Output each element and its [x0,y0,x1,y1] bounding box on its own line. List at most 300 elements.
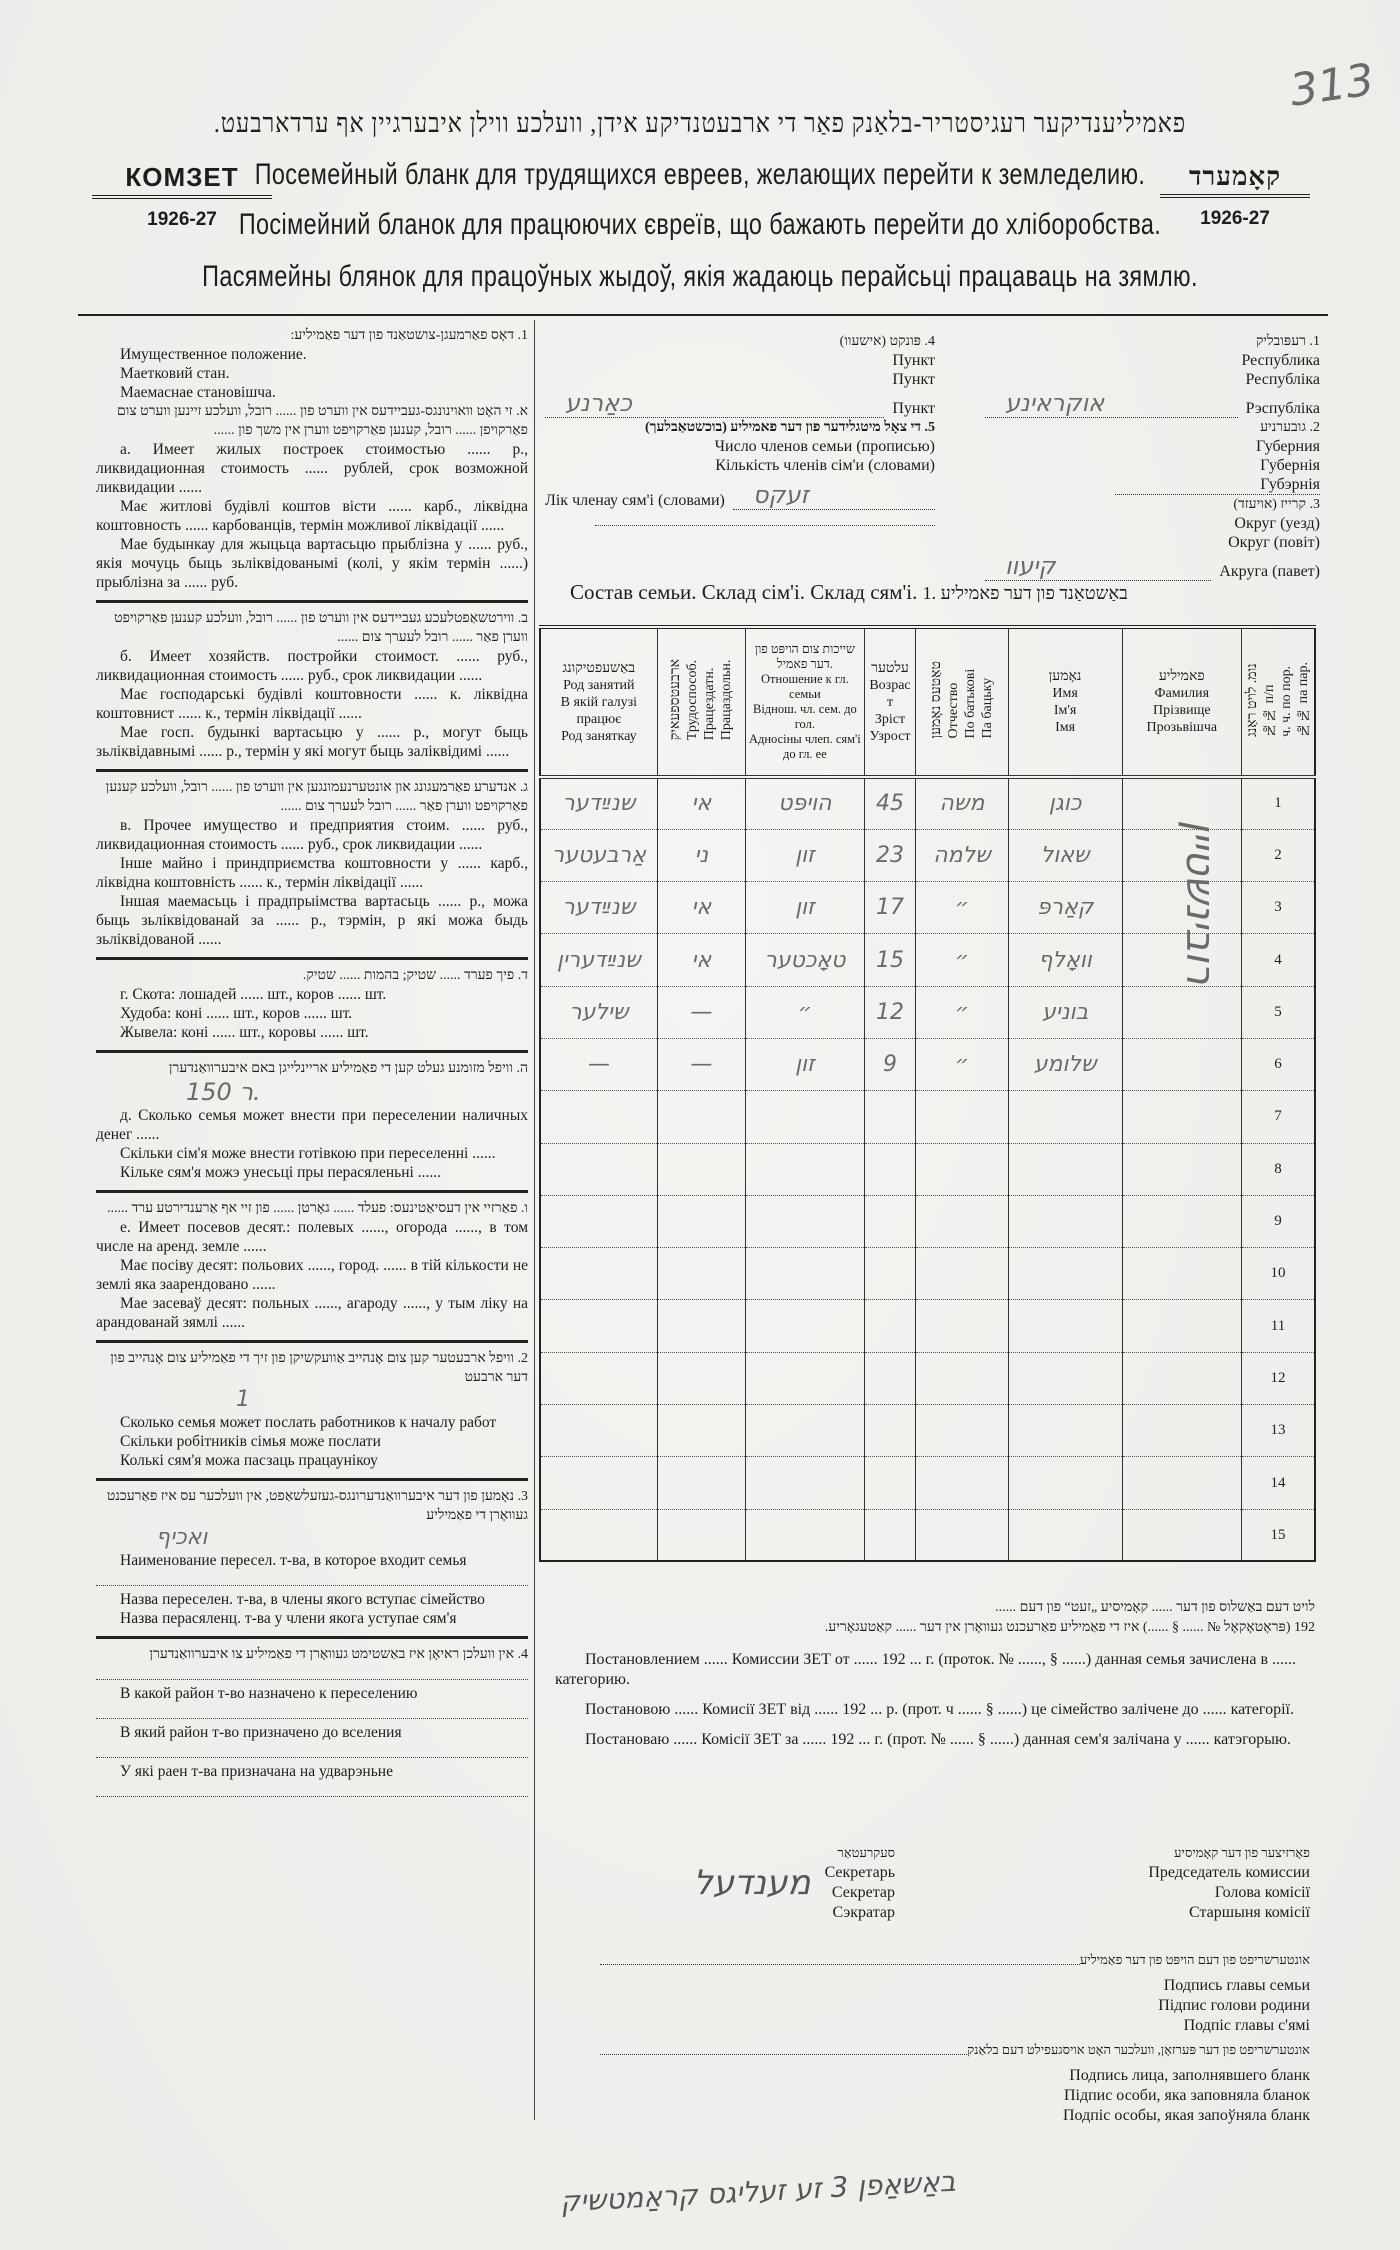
col-ru: Отношение к гл. семьи [761,672,849,701]
cell-occupation [540,1457,657,1509]
head-yiddish: אונטערשריפט פון דעם הויפּט פון דער פאַמיליע [1079,1952,1310,1967]
col-uk: Віднош. чл. сем. до гол. [752,702,857,731]
cell-occupation [540,1509,657,1561]
okrug-yiddish: 3. קרייז (אויעזד) [1233,497,1320,512]
property-section [96,326,528,1801]
col-yid: באַשעפטיקונג [562,660,636,676]
cell-patronymic: ״ [916,882,1008,934]
table-row [540,1352,1315,1404]
cell-able [657,1509,745,1561]
members-ru: Число членов семьи (прописью) [714,438,935,455]
okrug-fill-row [985,552,1320,581]
cash-uk: Скільки сім'я може внести готівкою при переселенні ...... [120,1145,496,1162]
members-yiddish: 5. די צאָל מיטגלידער פון דער פאמיליע (בוכשטאַבלעך) [644,420,935,435]
col-yid: עלטער [871,660,909,676]
dotted-line [600,2054,967,2055]
society-by: Назва перасяленц. т-ва у члени якога уступае сям'я [120,1610,457,1627]
cell-occupation [540,1248,657,1300]
col-by: Род заняткау [561,728,637,744]
cell-surname [1122,1195,1241,1247]
col-number [1241,627,1315,777]
society-block [96,1478,528,1628]
cell-patronymic [916,1300,1008,1352]
gubernia-ru: Губерния [1256,438,1320,455]
cell-name: שלומע [1008,1038,1122,1090]
cell-patronymic [916,1509,1008,1561]
dotted-line [600,1964,1080,1965]
cell-age: 17 [864,882,916,934]
chair-block [920,1843,1310,1923]
cell-age [864,1300,916,1352]
cell-age: 45 [864,777,916,829]
cell-relation: הויפּט [746,777,865,829]
cell-age [864,1195,916,1247]
cell-relation [746,1509,865,1561]
table-row [540,1405,1315,1457]
secretary-uk: Секретар [831,1884,895,1901]
col-surname [1122,627,1241,777]
society-ru: Наименование пересел. т-ва, в которое входит семья [120,1552,467,1569]
secretary-block [825,1843,895,1923]
cell-name [1008,1143,1122,1195]
livestock-uk: Худоба: коні ...... шт., коров ...... шт. [120,1005,353,1022]
col-name [1008,627,1122,777]
cell-relation [746,1405,865,1457]
cell-age [864,1457,916,1509]
cell-surname [1122,1143,1241,1195]
surname-handwritten: רובינשטיין [1177,820,1223,985]
cell-able [657,1248,745,1300]
members-value-handwritten: זעקס [733,481,935,510]
cell-name [1008,1195,1122,1247]
col-by: Імя [1055,720,1076,735]
col-able [657,627,745,777]
housing-uk: Має житлові будівлі коштов вісти ...... карб., ліквідна коштовность ...... карбованців, термін можливої ліквідації ...... [96,498,528,534]
dotted-line [96,1572,528,1586]
okrug-uk: Округ (повіт) [1228,534,1320,551]
gubernia-yiddish: 2. גובערניע [1260,420,1320,435]
table-row [540,986,1315,1038]
gubernia-uk: Губернія [1260,457,1320,474]
republic-by: Рэспубліка [1245,400,1320,417]
workers-by: Колькі сям'я можа пасзаць працаунікоу [120,1452,378,1469]
cell-able: ני [657,829,745,881]
col-by: Узрост [869,728,911,744]
cell-row-number: 7 [1241,1091,1315,1143]
dotted-line [96,1705,528,1719]
col-by: Па бацьку [979,677,995,739]
republic-uk: Республіка [1245,371,1320,388]
cell-row-number: 15 [1241,1509,1315,1561]
table-row [540,1195,1315,1247]
workers-block [96,1340,528,1470]
col-yid: נומ. לויט ראַנג [1244,663,1260,737]
head-uk: Підпис голови родини [1158,1997,1310,2014]
family-heading [570,580,1320,605]
col-age [864,627,916,777]
dotted-line [96,1666,528,1680]
cell-name: וואָלף [1008,934,1122,986]
cell-surname [1122,1038,1241,1090]
crops-ru: е. Имеет посевов десят.: полевых ......, огорода ......, в том числе на аренд. земле ...... [96,1219,528,1255]
cell-relation [746,1248,865,1300]
cell-relation: טאָכטער [746,934,865,986]
cell-occupation [540,1300,657,1352]
col-ru: Отчество [945,682,961,739]
cell-occupation [540,1143,657,1195]
chair-uk: Голова комісії [1214,1884,1310,1901]
secretary-area [555,1843,895,1923]
cell-patronymic: שלמה [916,829,1008,881]
komerd-label: קאָמערד [1160,162,1310,198]
housing-by: Мае будынкау для жыцьца вартасьцю прыблізна у ...... руб., якія мочуць быць зьліквідованымі (колі, у якім термін ......) прыблізна за ...... руб. [96,536,528,591]
livestock-block [96,957,528,1042]
cell-able [657,1143,745,1195]
society-yiddish: 3. נאָמען פון דער איבערוואַנדערונגס-געזעלשאַפט, אין וועלכער עס איז פאַרעכנט געוואָרן די פאַמיליע [106,1489,528,1523]
cell-surname [1122,1457,1241,1509]
cell-name [1008,1248,1122,1300]
column-divider [534,320,535,2120]
cell-occupation [540,1352,657,1404]
cell-surname [1122,1509,1241,1561]
cell-able [657,1352,745,1404]
cell-able: אי [657,882,745,934]
cell-able [657,1091,745,1143]
cell-name [1008,1457,1122,1509]
cell-occupation [540,1405,657,1457]
cell-patronymic [916,1352,1008,1404]
komzet-label: КОМЗЕТ [92,162,272,199]
cash-yiddish: ה. וויפל מזומנע געלט קען די פאַמיליע אריינלייגן באם איבערוואַנדערן [168,1061,528,1076]
table-row [540,1509,1315,1561]
crops-yiddish: ו. פאַרזיי אין דעסיאַטינעס: פעלד ...... גאָרטן ...... פון זיי אף אַרענדירטע ערד ...... [106,1201,528,1216]
region-by: У які раен т-ва призначана на удварэньне [120,1763,393,1780]
filler-by: Подпіс особы, якая запоўняла бланк [1062,2107,1310,2124]
cell-age: 15 [864,934,916,986]
col-ru: Возраст [869,677,911,710]
farm-buildings-uk: Має господарські будівлі коштовности ...... к. ліквідна коштовнист ...... к., термін ліквідації ...... [96,686,528,722]
cell-surname [1122,1091,1241,1143]
punkt-value-handwritten: כאַרנע [545,389,884,418]
livestock-by: Жывела: коні ...... шт., коровы ...... шт. [120,1024,369,1041]
col-ru: Имя [1052,686,1078,701]
crops-uk: Має посіву десят: польових ......, город. ...... в тій кількости не землі яка заарендовано ...... [96,1257,528,1293]
housing-ru: а. Имеет жилых построек стоимостью ...... р., ликвидационная стоимость ...... рублей, срок возможной ликвидации ...... [96,441,528,496]
decision-by: Постановаю ...... Комісії ЗЕТ за ...... 192 ... г. (прот. № ...... § ......) данная сем'я залічана у ...... катэгорыю. [585,1731,1291,1748]
cell-relation: ״ [746,986,865,1038]
col-by: Прозьвішча [1146,720,1218,735]
cell-patronymic [916,1091,1008,1143]
okrug-value-handwritten: קיעוו [985,552,1211,581]
col-uk: По батькові [962,668,978,739]
cell-occupation: שילער [540,986,657,1038]
cell-surname [1122,986,1241,1038]
cell-able [657,1405,745,1457]
col-patronymic [916,627,1008,777]
table-row [540,1457,1315,1509]
cell-name: שאול [1008,829,1122,881]
col-relation [746,627,865,777]
col-ru: Трудоспособ. [685,659,701,741]
head-ru: Подпись главы семьи [1163,1977,1310,1994]
members-fill-row [545,481,935,510]
cell-surname [1122,1300,1241,1352]
head-by: Подпіс главы с'ямі [1183,2017,1310,2034]
cell-relation [746,1195,865,1247]
chair-by: Старшыня комісії [1189,1904,1310,1921]
bottom-handwritten-note: באַשאַפן 3 זע זעליגס קראַמטשיק [559,2164,957,2219]
cell-name [1008,1300,1122,1352]
cell-patronymic: ״ [916,1038,1008,1090]
punkt-fill-row [545,389,935,418]
property-heading-ru: Имущественное положение. [120,346,307,363]
cell-able: אי [657,777,745,829]
cell-relation [746,1091,865,1143]
cell-able [657,1195,745,1247]
table-row [540,1143,1315,1195]
col-by: Адносіны члеп. сям'і до гл. ее [748,732,861,761]
table-row [540,1091,1315,1143]
cell-age [864,1091,916,1143]
cell-patronymic: ״ [916,986,1008,1038]
chair-yiddish: פאָרזיצער פון דער קאָמיסיע [1174,1845,1310,1860]
col-uk: Працездатн. [702,667,718,741]
cell-row-number: 8 [1241,1143,1315,1195]
cell-row-number: 13 [1241,1405,1315,1457]
farm-buildings-by: Мае госп. будынкі вартасьцю у ...... р., могут быць зьліквідавнымі ...... р., термін у які могут быць заліквідимі ...... [96,724,528,760]
filler-ru: Подпись лица, заполнявшего бланк [1069,2067,1310,2084]
cell-name [1008,1405,1122,1457]
col-yid: טאַטעס נאָמען [928,660,944,739]
workers-uk: Скільки робітників сімья може послати [120,1433,381,1450]
cell-patronymic: ״ [916,934,1008,986]
cell-occupation [540,1091,657,1143]
cell-row-number: 2 [1241,829,1315,881]
col-yid: ארבעטספעאיק [668,658,684,741]
cell-relation: זון [746,882,865,934]
cell-able [657,1300,745,1352]
cell-row-number: 1 [1241,777,1315,829]
cell-occupation [540,1195,657,1247]
family-heading-ru: Состав семьи. [570,580,697,604]
family-heading-uk: Склад сім'і. [701,580,806,604]
cell-patronymic [916,1405,1008,1457]
republic-value-handwritten: אוקראינע [985,389,1238,418]
property-heading-by: Маемаснае становішча. [120,384,276,401]
col-ru: №№ п/п [1261,684,1277,737]
farm-buildings-ru: б. Имеет хозяйств. постройки стоимост. ...... руб., ликвидационная стоимость ...... руб., срок ликвидации ...... [96,648,528,684]
members-uk: Кількість членів сім'и (словами) [715,457,935,474]
cell-surname [1122,1405,1241,1457]
dotted-line [96,1744,528,1758]
secretary-by: Сэкратар [832,1904,895,1921]
secretary-ru: Секретарь [824,1864,895,1881]
col-uk: Зріст [874,711,906,727]
archive-number-handwritten: 313 [1286,54,1378,117]
other-property-by: Іншая маемасьць і прадпрыімства вартасьць ...... р., можа быць зьліквідованай за ...... р., тэрмін, р які можа быдь зьліквідованой ...... [96,893,528,948]
cell-age [864,1405,916,1457]
housing-yiddish: א. זי האָט וואוינונגס-געביידעס אין ווערט פון ...... רובל, וועלכע זיינען ווערט צום פאַרקויפן ...... רובל, קענען פאַרקויפט ווערן אין משך פון ...... [117,404,528,438]
cell-relation: זון [746,1038,865,1090]
title-russian: Посемейный бланк для трудящихся евреев, желающих перейти к земледелию. [254,158,1146,191]
cell-row-number: 4 [1241,934,1315,986]
members-by: Лік членау сям'і (словами) [545,492,725,509]
property-heading-yiddish: 1. דאָס פאַרמעגן-צושטאַנד פון דער פאַמיליע: [290,328,528,343]
republic-yiddish: 1. רעפּובליק [1255,334,1320,349]
cell-age: 9 [864,1038,916,1090]
family-heading-yiddish: 1. באַשטאַנד פון דער פאמיליע [922,583,1128,603]
cell-row-number: 10 [1241,1248,1315,1300]
cell-name [1008,1509,1122,1561]
cell-occupation: שנײַדער [540,777,657,829]
yiddish-header-title: פאמיליענדיקער רעגיסטריר-בלאַנק פאַר די ארבעטנדיקע אידן, וועלכע ווילן איבערגיין אף ערדארבעט. [213,108,1187,138]
table-row [540,1248,1315,1300]
punkt-yiddish: 4. פּונקט (אישעוו) [839,334,935,349]
cell-row-number: 6 [1241,1038,1315,1090]
workers-yiddish: 2. וויפל ארבעטער קען צום אָנהייב אַוועקשיקן פון זיך די פאַמיליע צום אָנהייב פון דער ארבעט [110,1351,528,1385]
punkt-block [545,332,935,530]
decision-ru: Постановлением ...... Комиссии ЗЕТ от ...... 192 ... г. (проток. № ......, § ......) данная семья зачислена в ...... категорию. [555,1651,1297,1688]
family-composition-table [539,625,1316,1562]
republic-ru: Республика [1241,352,1320,369]
cell-occupation: אַרבעטער [540,829,657,881]
cell-age [864,1509,916,1561]
col-occupation [540,627,657,777]
workers-ru: Сколько семья может послать работников к началу работ [120,1414,497,1431]
farm-buildings-block [96,600,528,761]
col-uk: Ім'я [1053,703,1077,718]
cell-relation [746,1457,865,1509]
cell-occupation: — [540,1038,657,1090]
dotted-line [96,1783,528,1797]
cell-name [1008,1352,1122,1404]
other-property-uk: Інше майно і приндприємства коштовности у ...... карб., ліквідна коштовність ...... к., термін ліквідації ...... [96,855,528,891]
cell-name: בוניע [1008,986,1122,1038]
region-ru: В какой район т-во назначено к переселению [120,1685,418,1702]
okrug-by: Акруга (павет) [1219,563,1320,580]
cell-age [864,1352,916,1404]
decision-yiddish-2: 192 (פּראָטאָקאָל № ...... § ......) איז די פאַמיליע פאַרעכנט געוואָרן אין דער ...... קאַטעגאָריע. [824,1620,1315,1635]
region-block [96,1636,528,1797]
society-uk: Назва переселен. т-ва, в члены якого вступає сімейство [120,1591,485,1608]
family-heading-by: Склад сям'і. [810,580,918,604]
society-name-handwritten: ואכיף [156,1525,208,1550]
cell-name: קאַרפּ [1008,882,1122,934]
secretary-yiddish: סעקרעטאַר [837,1845,895,1860]
col-yid: נאָמען [1048,669,1082,684]
cell-patronymic [916,1195,1008,1247]
gubernia-by: Губэрнія [1115,475,1320,495]
cash-amount-handwritten: 150 ר. [186,1078,261,1106]
cell-row-number: 11 [1241,1300,1315,1352]
cell-row-number: 12 [1241,1352,1315,1404]
punkt-ru: Пункт [892,352,935,369]
family-head-signature-block [600,1950,1310,2126]
cell-age [864,1143,916,1195]
cell-occupation: שנײַדערין [540,934,657,986]
cell-able: — [657,986,745,1038]
komzet-year: 1926-27 [147,209,217,230]
crops-block [96,1190,528,1332]
cash-ru: д. Сколько семья может внести при переселении наличных денег ...... [96,1107,528,1143]
cell-row-number: 14 [1241,1457,1315,1509]
col-ru: Род занятий [563,677,635,693]
cell-able: — [657,1038,745,1090]
commission-decision [555,1598,1315,1760]
region-uk: В який район т-во призначено до вселения [120,1724,402,1741]
table-row [540,1300,1315,1352]
punkt-by: Пункт [892,400,935,417]
cell-relation [746,1143,865,1195]
decision-yiddish-1: לויט דעם באַשלוס פון דער ...... קאָמיסיע „זעט“ פון דעם ...... [995,1600,1315,1615]
dotted-line [595,512,935,526]
filler-yiddish: אונטערשריפט פון דער פּערזאָן, וועלכער האָט אויסגעפילט דעם בלאַנק [967,2042,1310,2057]
secretary-signature: מענדעל [693,1863,811,1903]
livestock-ru: г. Скота: лошадей ...... шт., коров ...... шт. [120,986,387,1003]
cell-row-number: 5 [1241,986,1315,1038]
cell-patronymic [916,1248,1008,1300]
header-divider [78,314,1328,316]
col-uk: В якій галузі працює [560,694,638,727]
col-by: Працаздольн. [719,659,735,741]
title-ukrainian: Посімейний бланок для працюючих євреїв, що бажають перейти до хліборобства. [238,208,1162,241]
cell-row-number: 3 [1241,882,1315,934]
farm-buildings-yiddish: ב. ווירטשאַפטלעכע געביידעס אין ווערט פון ...... רובל, וועלכע קענען פאַרקויפט ווערן פאַר ...... רובל לעערך צום ...... [114,611,528,645]
col-yid: פאמיליע [1158,669,1205,684]
cell-age: 12 [864,986,916,1038]
cell-name [1008,1091,1122,1143]
cell-row-number: 9 [1241,1195,1315,1247]
cell-able [657,1457,745,1509]
cell-patronymic [916,1457,1008,1509]
region-yiddish: 4. אין וועלכן ראיאָן איז באַשטימט געוואָרן די פאַמיליע צו איבערוואַנדערן [149,1647,528,1662]
republic-fill-row [985,389,1320,418]
other-property-ru: в. Прочее имущество и предприятия стоим. ...... руб., ликвидационная стоимость ...... руб., срок ликвидации ...... [96,817,528,853]
cell-age [864,1248,916,1300]
table-row [540,1038,1315,1090]
workers-count-handwritten: 1 [236,1387,250,1412]
col-uk: Прізвище [1152,703,1211,718]
col-uk: ч. ч. по пор. [1278,665,1294,737]
cell-relation [746,1300,865,1352]
chair-ru: Председатель комиссии [1148,1864,1310,1881]
okrug-ru: Округ (уезд) [1234,515,1320,532]
cell-patronymic [916,1143,1008,1195]
other-property-block [96,769,528,949]
title-belarusian: Пасямейны блянок для працоўных жыдоў, якія жадаюць перайсьці працаваць на зямлю. [202,260,1198,293]
cell-surname [1122,1352,1241,1404]
punkt-uk: Пункт [892,371,935,388]
other-property-yiddish: ג. אנדערע פאַרמעגונג און אונטערנעמונגען אין ווערט פון ...... רובל, וועלכע קענען פאַרקויפט ווערן פאַר ...... רובל לעערך צום ...... [105,780,528,814]
komerd-year: 1926-27 [1200,208,1270,229]
filler-uk: Підпис особи, яка заповняла бланок [1063,2087,1310,2104]
cell-occupation: שנײַדער [540,882,657,934]
cell-patronymic: משה [916,777,1008,829]
cell-relation [746,1352,865,1404]
republic-block [985,332,1320,581]
decision-uk: Постановою ...... Комисії ЗЕТ від ...... 192 ... р. (прот. ч ...... § ......) це сімейство залічене до ...... категорії. [585,1701,1294,1718]
property-heading-uk: Маетковий стан. [120,365,230,382]
table-header-row [540,627,1315,777]
crops-by: Мае засеваў десят: польных ......, агароду ......, у тым ліку на арандованай зямлі ...... [96,1295,528,1331]
col-yid: שייכות צום הויפּט פון דער פאמיל. [754,642,855,671]
cell-name: כוגן [1008,777,1122,829]
col-ru: Фамилия [1154,686,1210,701]
cell-age: 23 [864,829,916,881]
cash-by: Кільке сям'я можэ унесьці пры перасяленьні ...... [120,1164,441,1181]
cell-relation: זון [746,829,865,881]
col-by: №№ па пар. [1295,662,1311,737]
